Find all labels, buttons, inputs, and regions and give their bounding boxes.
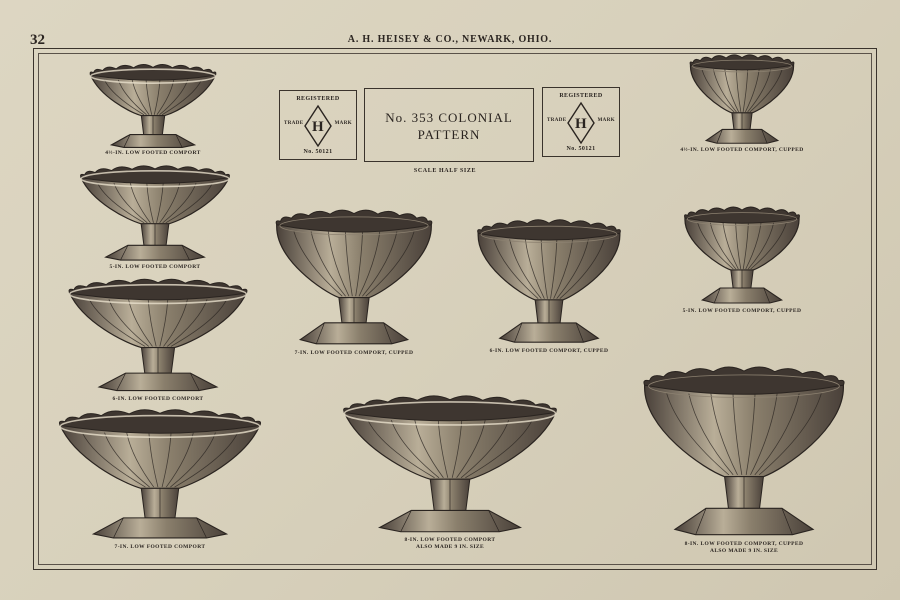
caption-d: 7-IN. LOW FOOTED COMPORT <box>114 544 206 550</box>
comport-illustration-h <box>680 206 804 306</box>
comport-illustration-j <box>636 364 852 540</box>
trademark-box-right <box>542 87 620 157</box>
trademark-diamond-icon <box>566 101 596 145</box>
caption-h: 5-IN. LOW FOOTED COMPORT, CUPPED <box>682 308 802 314</box>
trademark-number: No. 50121 <box>566 146 596 152</box>
comport-illustration-g <box>686 54 798 146</box>
pattern-title-box <box>364 88 534 162</box>
caption-j: 8-IN. LOW FOOTED COMPORT, CUPPED <box>684 541 804 547</box>
scale-note: SCALE HALF SIZE <box>413 168 477 174</box>
comport-illustration-f <box>472 218 626 346</box>
trademark-box-left <box>279 90 357 160</box>
comport-illustration-d <box>56 408 264 542</box>
trademark-registered: REGISTERED <box>296 96 340 102</box>
trademark-trade: TRADE <box>547 118 567 123</box>
comport-illustration-b <box>78 165 232 263</box>
trademark-letter: H <box>574 116 588 132</box>
comport-illustration-i <box>340 394 560 536</box>
caption-e: 7-IN. LOW FOOTED COMPORT, CUPPED <box>294 350 414 356</box>
pattern-subtitle: PATTERN <box>417 127 481 142</box>
comport-illustration-c <box>66 278 250 394</box>
trademark-diamond-icon <box>303 104 333 148</box>
page-header: A. H. HEISEY & CO., NEWARK, OHIO. <box>347 34 553 45</box>
pattern-title: No. 353 COLONIAL <box>385 110 513 125</box>
trademark-mark: MARK <box>597 118 615 123</box>
caption-c: 6-IN. LOW FOOTED COMPORT <box>112 396 204 402</box>
trademark-trade: TRADE <box>284 121 304 126</box>
trademark-mark: MARK <box>334 121 352 126</box>
caption-i-note: ALSO MADE 9 IN. SIZE <box>415 544 485 550</box>
caption-i: 8-IN. LOW FOOTED COMPORT <box>404 537 496 543</box>
trademark-number: No. 50121 <box>303 149 333 155</box>
caption-f: 6-IN. LOW FOOTED COMPORT, CUPPED <box>489 348 609 354</box>
comport-illustration-a <box>88 64 218 150</box>
caption-g: 4½-IN. LOW FOOTED COMPORT, CUPPED <box>680 147 804 153</box>
comport-illustration-e <box>270 208 438 348</box>
caption-a: 4½-IN. LOW FOOTED COMPORT <box>105 150 201 156</box>
caption-b: 5-IN. LOW FOOTED COMPORT <box>109 264 201 270</box>
trademark-letter: H <box>311 119 325 135</box>
page-number: 32 <box>30 32 45 48</box>
trademark-registered: REGISTERED <box>559 93 603 99</box>
caption-j-note: ALSO MADE 9 IN. SIZE <box>709 548 779 554</box>
